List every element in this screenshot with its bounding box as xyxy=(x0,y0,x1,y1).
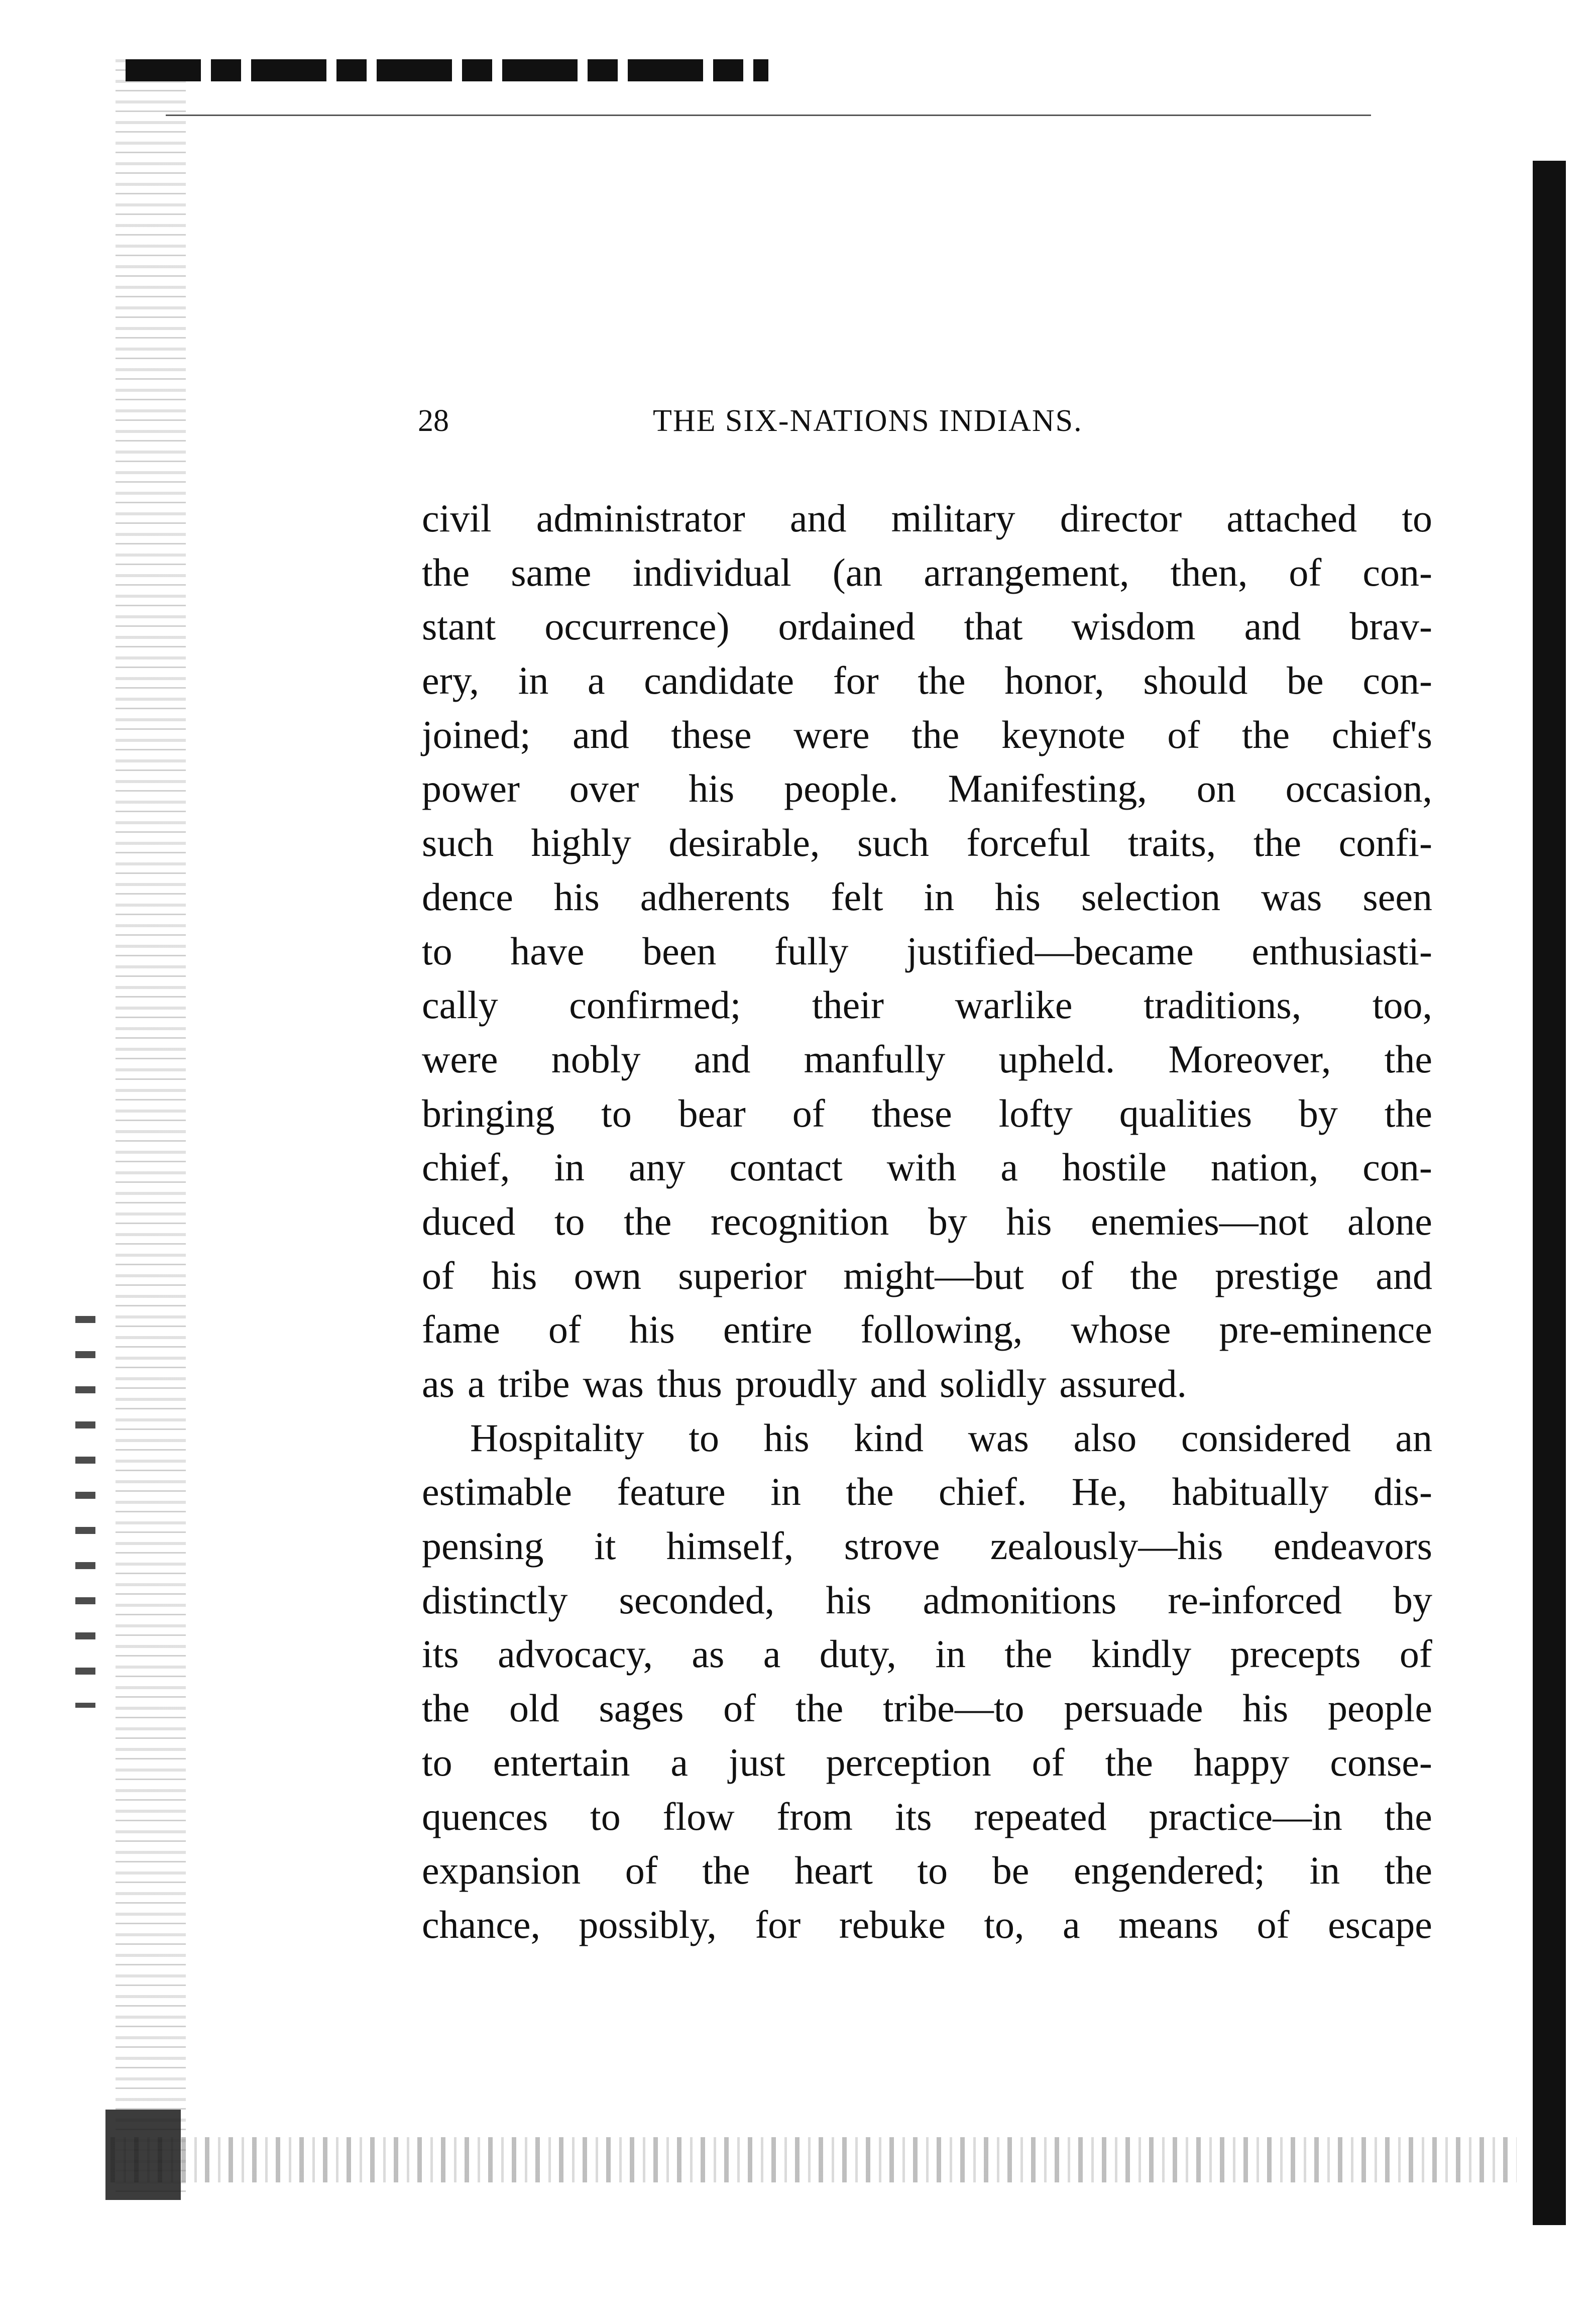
word: people. xyxy=(784,766,898,811)
word: selection xyxy=(1081,874,1221,919)
word: Manifesting, xyxy=(948,766,1147,811)
scan-right-edge-artifact xyxy=(1533,161,1566,2225)
word: and xyxy=(1376,1253,1432,1297)
word: entire xyxy=(723,1307,813,1352)
word: con- xyxy=(1362,1145,1432,1189)
word: wisdom xyxy=(1071,604,1196,648)
word: engendered; xyxy=(1073,1848,1265,1893)
word: in xyxy=(1309,1848,1340,1893)
scan-left-marks-artifact xyxy=(75,1316,95,1708)
text-line xyxy=(422,491,1432,545)
word: occasion, xyxy=(1285,766,1432,811)
word: assured. xyxy=(1059,1362,1187,1405)
scan-left-edge-artifact xyxy=(116,59,186,2199)
word: in xyxy=(554,1145,585,1189)
word: any xyxy=(628,1145,686,1189)
word: fully xyxy=(774,929,849,973)
word: was xyxy=(1261,874,1322,919)
word: stant xyxy=(422,604,496,648)
word: escape xyxy=(1328,1902,1432,1946)
word: such xyxy=(422,821,494,865)
word: superior xyxy=(678,1253,807,1297)
text-line xyxy=(422,1898,1432,1952)
word: the xyxy=(846,1470,894,1514)
word: kind xyxy=(854,1415,924,1460)
word: heart xyxy=(794,1848,873,1893)
word: chance, xyxy=(422,1902,540,1946)
word: seconded, xyxy=(619,1578,775,1622)
text-line xyxy=(422,870,1432,924)
text-line xyxy=(422,708,1432,762)
word: of xyxy=(1032,1740,1065,1784)
word: to xyxy=(1402,496,1432,540)
word: in xyxy=(518,658,549,703)
word: of xyxy=(1289,550,1322,594)
word: of xyxy=(723,1686,756,1730)
text-line xyxy=(422,816,1432,870)
text-line xyxy=(422,761,1432,816)
word: a xyxy=(588,658,605,703)
word: zealously—his xyxy=(990,1524,1223,1568)
word: qualities xyxy=(1119,1091,1252,1135)
word: confi- xyxy=(1338,821,1432,865)
word: proudly xyxy=(735,1362,857,1405)
word: the xyxy=(1253,821,1302,865)
word: sages xyxy=(599,1686,684,1730)
word: own xyxy=(574,1253,641,1297)
word: a xyxy=(467,1362,485,1405)
word: the xyxy=(702,1848,750,1893)
word: enemies—not xyxy=(1091,1199,1309,1243)
word: forceful xyxy=(966,821,1091,865)
word: by xyxy=(928,1199,967,1243)
word: himself, xyxy=(666,1524,794,1568)
word: be xyxy=(1287,658,1324,703)
word: of xyxy=(1061,1253,1094,1297)
word: the xyxy=(422,550,470,594)
running-title xyxy=(412,401,1215,441)
word: a xyxy=(1000,1145,1018,1189)
word: an xyxy=(1395,1415,1432,1460)
word: the xyxy=(1384,1091,1432,1135)
word: power xyxy=(422,766,520,811)
word: chief, xyxy=(422,1145,510,1189)
word: happy xyxy=(1193,1740,1290,1784)
word: tribe xyxy=(498,1362,570,1405)
word: possibly, xyxy=(579,1902,717,1946)
word: chief's xyxy=(1331,712,1432,756)
word: the xyxy=(1105,1740,1153,1784)
word: brav- xyxy=(1349,604,1432,648)
text-line xyxy=(422,653,1432,708)
word: of xyxy=(792,1091,825,1135)
word: conse- xyxy=(1330,1740,1432,1784)
word: prestige xyxy=(1215,1253,1339,1297)
word: the xyxy=(911,712,960,756)
word: the xyxy=(1384,1794,1432,1838)
word: ordained xyxy=(778,604,916,648)
word: his xyxy=(826,1578,872,1622)
text-line xyxy=(422,1302,1432,1357)
word: with xyxy=(886,1145,957,1189)
word: from xyxy=(776,1794,853,1838)
word: following, xyxy=(860,1307,1023,1352)
word: in xyxy=(924,874,955,919)
word: were xyxy=(422,1037,498,1081)
word: the xyxy=(1130,1253,1178,1297)
word: duty, xyxy=(819,1632,896,1676)
word: pensing xyxy=(422,1524,544,1568)
text-line xyxy=(422,1465,1432,1519)
word: strove xyxy=(844,1524,940,1568)
word: enthusiasti- xyxy=(1251,929,1432,973)
word: of xyxy=(1167,712,1200,756)
word: be xyxy=(992,1848,1030,1893)
word: highly xyxy=(531,821,631,865)
word: people xyxy=(1328,1686,1432,1730)
word: on xyxy=(1196,766,1236,811)
word: bringing xyxy=(422,1091,555,1135)
text-line xyxy=(422,1681,1432,1735)
word: pre-eminence xyxy=(1219,1307,1432,1352)
text-line xyxy=(422,1140,1432,1194)
word: been xyxy=(642,929,717,973)
word: the xyxy=(624,1199,672,1243)
word: their xyxy=(812,983,884,1027)
word: same xyxy=(511,550,592,594)
word: in xyxy=(770,1470,801,1514)
word: for xyxy=(755,1902,801,1946)
word: director xyxy=(1060,496,1182,540)
word: quences xyxy=(422,1794,548,1838)
word: to, xyxy=(984,1902,1024,1946)
word: felt xyxy=(831,874,883,919)
word: of xyxy=(548,1307,581,1352)
word: considered xyxy=(1181,1415,1351,1460)
word: feature xyxy=(617,1470,726,1514)
word: administrator xyxy=(536,496,745,540)
word: the xyxy=(1384,1848,1432,1893)
text-line xyxy=(422,545,1432,600)
word: recognition xyxy=(711,1199,889,1243)
word: whose xyxy=(1071,1307,1171,1352)
word: were xyxy=(793,712,870,756)
word: the xyxy=(1384,1037,1432,1081)
text-line xyxy=(422,1032,1432,1086)
word: nobly xyxy=(551,1037,641,1081)
word: distinctly xyxy=(422,1578,568,1622)
word: duced xyxy=(422,1199,516,1243)
word: entertain xyxy=(493,1740,630,1784)
word: hostile xyxy=(1062,1145,1167,1189)
word: persuade xyxy=(1064,1686,1203,1730)
word: traditions, xyxy=(1144,983,1302,1027)
word: his xyxy=(763,1415,810,1460)
word: re-inforced xyxy=(1168,1578,1342,1622)
word: such xyxy=(857,821,929,865)
text-line xyxy=(422,924,1432,978)
word: joined; xyxy=(422,712,531,756)
paragraph-end-line xyxy=(422,1357,1432,1411)
word: his xyxy=(1006,1199,1052,1243)
text-line xyxy=(422,599,1432,653)
word: dence xyxy=(422,874,513,919)
word: was xyxy=(583,1362,644,1405)
word: advocacy, xyxy=(498,1632,653,1676)
word: was xyxy=(968,1415,1029,1460)
word: should xyxy=(1143,658,1248,703)
word: his xyxy=(995,874,1041,919)
text-line xyxy=(422,1627,1432,1681)
word: candidate xyxy=(644,658,794,703)
word: flow xyxy=(662,1794,735,1838)
word: to xyxy=(689,1415,719,1460)
word: chief. xyxy=(938,1470,1027,1514)
paragraph-start-line xyxy=(422,1411,1432,1465)
word: fame xyxy=(422,1307,500,1352)
word: to xyxy=(554,1199,585,1243)
word: of xyxy=(1399,1632,1432,1676)
word: his xyxy=(1242,1686,1289,1730)
word: contact xyxy=(729,1145,843,1189)
text-line xyxy=(422,1249,1432,1303)
word: desirable, xyxy=(668,821,820,865)
word: keynote xyxy=(1001,712,1125,756)
text-line xyxy=(422,978,1432,1032)
word: his xyxy=(689,766,735,811)
word: perception xyxy=(826,1740,991,1784)
word: attached xyxy=(1226,496,1357,540)
word: adherents xyxy=(640,874,790,919)
word: to xyxy=(422,929,452,973)
word: and xyxy=(789,496,847,540)
word: to xyxy=(590,1794,621,1838)
word: it xyxy=(594,1524,616,1568)
word: old xyxy=(509,1686,559,1730)
word: alone xyxy=(1347,1199,1432,1243)
word: and xyxy=(694,1037,751,1081)
word: his xyxy=(491,1253,537,1297)
word: by xyxy=(1393,1578,1432,1622)
word: a xyxy=(670,1740,688,1784)
text-line xyxy=(422,1573,1432,1627)
word: honor, xyxy=(1004,658,1104,703)
text-line xyxy=(422,1790,1432,1844)
word: civil xyxy=(422,496,492,540)
page-number: 28 xyxy=(418,404,449,438)
word: a xyxy=(763,1632,781,1676)
word: (an xyxy=(832,550,883,594)
word: as xyxy=(422,1362,454,1405)
word: justified—became xyxy=(906,929,1194,973)
word: then, xyxy=(1170,550,1248,594)
word: to xyxy=(601,1091,632,1135)
word: his xyxy=(629,1307,675,1352)
word: and xyxy=(573,712,629,756)
word: con- xyxy=(1362,658,1432,703)
word: too, xyxy=(1372,983,1432,1027)
word: precepts xyxy=(1230,1632,1361,1676)
word: Hospitality xyxy=(470,1415,644,1460)
word: the xyxy=(918,658,966,703)
word: these xyxy=(671,712,752,756)
text-line xyxy=(422,1086,1432,1141)
word: practice—in xyxy=(1149,1794,1342,1838)
word: to xyxy=(917,1848,948,1893)
word: just xyxy=(728,1740,785,1784)
word: have xyxy=(510,929,585,973)
word: Moreover, xyxy=(1168,1037,1331,1081)
text-line xyxy=(422,1735,1432,1790)
word: its xyxy=(894,1794,932,1838)
scan-top-rule-artifact xyxy=(166,115,1371,116)
word: of xyxy=(625,1848,658,1893)
word: confirmed; xyxy=(569,983,741,1027)
word: manfully xyxy=(804,1037,946,1081)
word: thus xyxy=(656,1362,722,1405)
word: the xyxy=(422,1686,470,1730)
word: its xyxy=(422,1632,459,1676)
word: expansion xyxy=(422,1848,581,1893)
scan-bottom-edge-artifact xyxy=(110,2137,1517,2182)
word: a xyxy=(1062,1902,1080,1946)
word: seen xyxy=(1362,874,1432,919)
word: traits, xyxy=(1127,821,1216,865)
word: occurrence) xyxy=(544,604,730,648)
word: warlike xyxy=(955,983,1073,1027)
word: repeated xyxy=(974,1794,1107,1838)
word: and xyxy=(1244,604,1301,648)
word: means xyxy=(1118,1902,1219,1946)
word: upheld. xyxy=(998,1037,1115,1081)
word: dis- xyxy=(1373,1470,1432,1514)
word: might—but xyxy=(843,1253,1024,1297)
text-line xyxy=(422,1519,1432,1573)
word: kindly xyxy=(1091,1632,1192,1676)
word: the xyxy=(1004,1632,1053,1676)
text-line xyxy=(422,1194,1432,1249)
word: and xyxy=(870,1362,927,1405)
word: for xyxy=(833,658,879,703)
word: in xyxy=(935,1632,966,1676)
word: his xyxy=(553,874,600,919)
word: admonitions xyxy=(923,1578,1117,1622)
word: to xyxy=(422,1740,452,1784)
word: con- xyxy=(1362,550,1432,594)
word: as xyxy=(692,1632,725,1676)
word: of xyxy=(422,1253,454,1297)
text-line xyxy=(422,1843,1432,1898)
word: cally xyxy=(422,983,498,1027)
running-title-text: THE SIX-NATIONS INDIANS. xyxy=(653,404,1083,438)
word: ery, xyxy=(422,658,480,703)
word: solidly xyxy=(940,1362,1047,1405)
word: habitually xyxy=(1172,1470,1329,1514)
scan-top-bar-artifact xyxy=(126,59,768,81)
word: by xyxy=(1298,1091,1338,1135)
word: He, xyxy=(1071,1470,1127,1514)
body-text xyxy=(422,491,1432,1952)
word: endeavors xyxy=(1273,1524,1432,1568)
word: rebuke xyxy=(839,1902,946,1946)
word: of xyxy=(1257,1902,1290,1946)
word: tribe—to xyxy=(882,1686,1024,1730)
word: over xyxy=(569,766,639,811)
word: nation, xyxy=(1210,1145,1319,1189)
word: the xyxy=(795,1686,844,1730)
word: also xyxy=(1073,1415,1137,1460)
word: bear xyxy=(678,1091,746,1135)
word: these xyxy=(871,1091,952,1135)
word: the xyxy=(1241,712,1290,756)
word: arrangement, xyxy=(924,550,1129,594)
word: military xyxy=(891,496,1015,540)
word: that xyxy=(964,604,1023,648)
word: lofty xyxy=(998,1091,1073,1135)
scan-bottom-corner-artifact xyxy=(105,2110,181,2200)
word: estimable xyxy=(422,1470,572,1514)
word: individual xyxy=(632,550,791,594)
